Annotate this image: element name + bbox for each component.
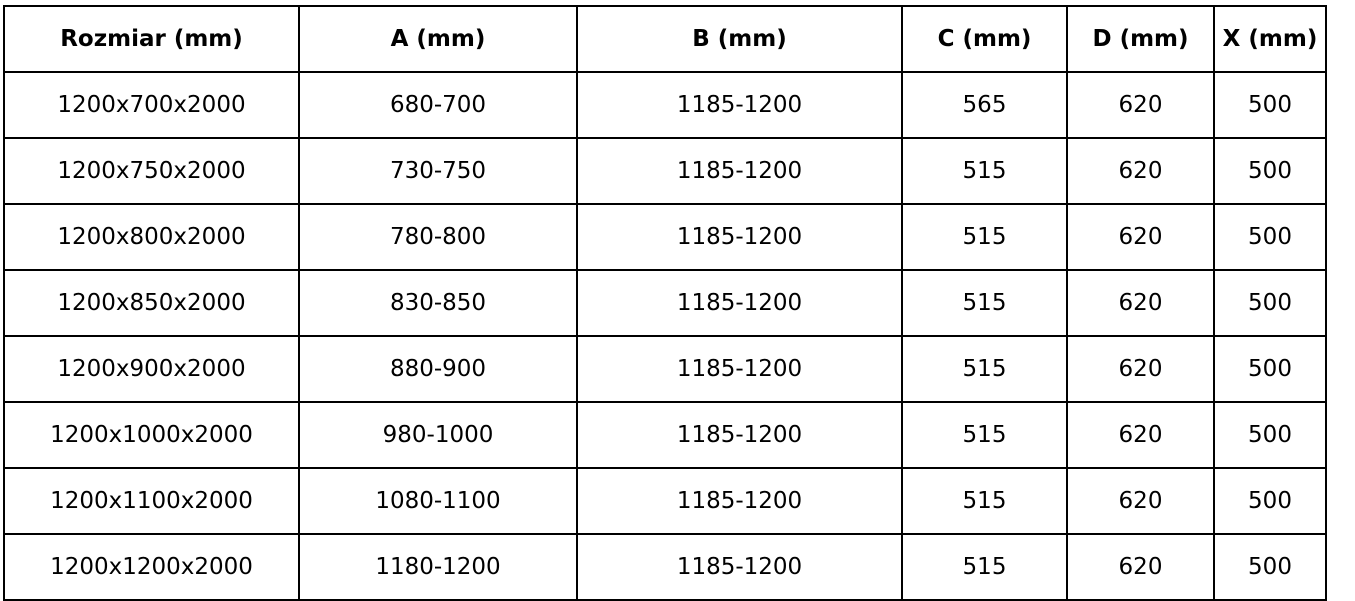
cell-rozmiar: 1200x850x2000: [4, 270, 299, 336]
cell-c: 515: [902, 402, 1067, 468]
cell-a: 780-800: [299, 204, 577, 270]
cell-a: 980-1000: [299, 402, 577, 468]
cell-rozmiar: 1200x1000x2000: [4, 402, 299, 468]
cell-b: 1185-1200: [577, 138, 902, 204]
cell-rozmiar: 1200x700x2000: [4, 72, 299, 138]
table-header-row: [4, 6, 1326, 72]
column-header-c: C (mm): [902, 6, 1067, 72]
column-header-a: A (mm): [299, 6, 577, 72]
table-header: [4, 6, 1326, 72]
cell-a: 680-700: [299, 72, 577, 138]
table-row: [4, 336, 1326, 402]
cell-x: 500: [1214, 138, 1326, 204]
cell-a: 880-900: [299, 336, 577, 402]
table-row: [4, 72, 1326, 138]
cell-b: 1185-1200: [577, 534, 902, 600]
table-row: [4, 468, 1326, 534]
cell-x: 500: [1214, 270, 1326, 336]
cell-d: 620: [1067, 72, 1214, 138]
cell-b: 1185-1200: [577, 204, 902, 270]
table-row: [4, 270, 1326, 336]
cell-a: 830-850: [299, 270, 577, 336]
cell-c: 515: [902, 138, 1067, 204]
cell-a: 1080-1100: [299, 468, 577, 534]
table-body: [4, 72, 1326, 600]
cell-d: 620: [1067, 468, 1214, 534]
column-header-b: B (mm): [577, 6, 902, 72]
cell-b: 1185-1200: [577, 72, 902, 138]
cell-rozmiar: 1200x900x2000: [4, 336, 299, 402]
cell-d: 620: [1067, 336, 1214, 402]
cell-d: 620: [1067, 534, 1214, 600]
cell-x: 500: [1214, 402, 1326, 468]
cell-b: 1185-1200: [577, 270, 902, 336]
cell-c: 565: [902, 72, 1067, 138]
cell-x: 500: [1214, 468, 1326, 534]
cell-rozmiar: 1200x750x2000: [4, 138, 299, 204]
cell-rozmiar: 1200x1200x2000: [4, 534, 299, 600]
cell-d: 620: [1067, 204, 1214, 270]
cell-c: 515: [902, 534, 1067, 600]
cell-x: 500: [1214, 204, 1326, 270]
dimensions-table: [3, 5, 1327, 601]
cell-rozmiar: 1200x800x2000: [4, 204, 299, 270]
cell-a: 730-750: [299, 138, 577, 204]
cell-d: 620: [1067, 138, 1214, 204]
cell-b: 1185-1200: [577, 336, 902, 402]
column-header-x: X (mm): [1214, 6, 1326, 72]
cell-d: 620: [1067, 270, 1214, 336]
cell-a: 1180-1200: [299, 534, 577, 600]
cell-c: 515: [902, 204, 1067, 270]
table-row: [4, 138, 1326, 204]
cell-x: 500: [1214, 72, 1326, 138]
cell-d: 620: [1067, 402, 1214, 468]
column-header-d: D (mm): [1067, 6, 1214, 72]
specification-table-container: [0, 5, 1355, 596]
cell-c: 515: [902, 336, 1067, 402]
cell-b: 1185-1200: [577, 402, 902, 468]
cell-x: 500: [1214, 336, 1326, 402]
cell-x: 500: [1214, 534, 1326, 600]
cell-c: 515: [902, 468, 1067, 534]
table-row: [4, 204, 1326, 270]
cell-b: 1185-1200: [577, 468, 902, 534]
column-header-rozmiar: Rozmiar (mm): [4, 6, 299, 72]
table-row: [4, 402, 1326, 468]
cell-rozmiar: 1200x1100x2000: [4, 468, 299, 534]
cell-c: 515: [902, 270, 1067, 336]
table-row: [4, 534, 1326, 600]
